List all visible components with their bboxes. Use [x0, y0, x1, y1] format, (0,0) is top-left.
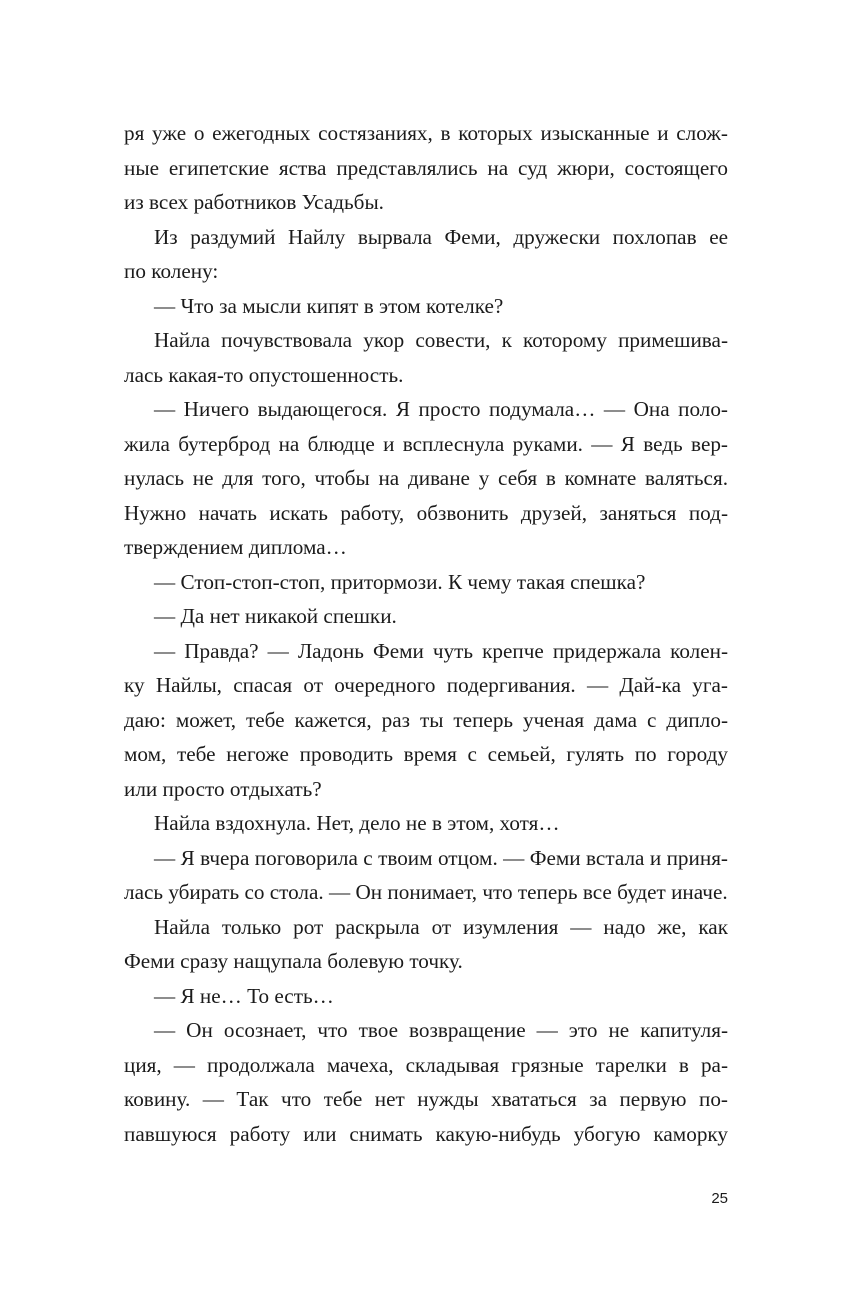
text-line: ря уже о ежегодных состязаниях, в которых изысканные и слож- [124, 121, 728, 145]
text-line: Из раздумий Найлу вырвала Феми, дружески похлопав ее [154, 224, 728, 249]
text-line: тверждением диплома… [124, 535, 347, 559]
text-line: — Он осознает, что твое возвращение — это не капитуля- [154, 1018, 728, 1042]
text-line: — Ничего выдающегося. Я просто подумала… — Она поло- [154, 397, 728, 421]
text-line: Найла только рот раскрыла от изумления — надо же, как [154, 914, 728, 939]
text-line: — Я не… То есть… [154, 983, 334, 1008]
text-line: даю: может, тебе кажется, раз ты теперь ученая дама с дипло- [124, 707, 728, 732]
text-line: ные египетские яства представлялись на суд жюри, состоящего [124, 155, 728, 180]
text-line: — Что за мысли кипят в этом котелке? [154, 293, 504, 318]
text-line: Найла почувствовала укор совести, к которому примешива- [154, 328, 728, 352]
text-line: павшуюся работу или снимать какую-нибудь убогую каморку [124, 1121, 728, 1146]
text-line: — Да нет никакой спешки. [154, 604, 397, 628]
text-line: лась убирать со стола. — Он понимает, что теперь все будет иначе. [124, 880, 728, 904]
text-line: — Правда? — Ладонь Феми чуть крепче придержала колен- [154, 638, 728, 663]
page-number: 25 [711, 1190, 728, 1207]
text-line: по колену: [124, 259, 219, 283]
text-line: Феми сразу нащупала болевую точку. [124, 949, 463, 973]
text-line: нулась не для того, чтобы на диване у себя в комнате валяться. [124, 466, 728, 490]
text-line: Найла вздохнула. Нет, дело не в этом, хотя… [154, 811, 560, 835]
body-text [124, 116, 728, 1151]
text-line: мом, тебе негоже проводить время с семьей, гулять по городу [124, 742, 728, 766]
text-line: — Стоп-стоп-стоп, притормози. К чему такая спешка? [154, 569, 646, 594]
text-line: из всех работников Усадьбы. [124, 190, 384, 214]
text-line: — Я вчера поговорила с твоим отцом. — Феми встала и приня- [154, 845, 728, 870]
text-line: или просто отдыхать? [124, 776, 322, 801]
text-line: Нужно начать искать работу, обзвонить друзей, заняться под- [124, 500, 728, 525]
text-line: ку Найлы, спасая от очередного подергивания. — Дай-ка уга- [124, 673, 728, 697]
text-line: ция, — продолжала мачеха, складывая грязные тарелки в ра- [124, 1052, 728, 1077]
text-line: жила бутерброд на блюдце и всплеснула руками. — Я ведь вер- [124, 431, 728, 456]
text-line: ковину. — Так что тебе нет нужды хвататься за первую по- [124, 1087, 728, 1111]
text-line: лась какая-то опустошенность. [124, 362, 404, 387]
